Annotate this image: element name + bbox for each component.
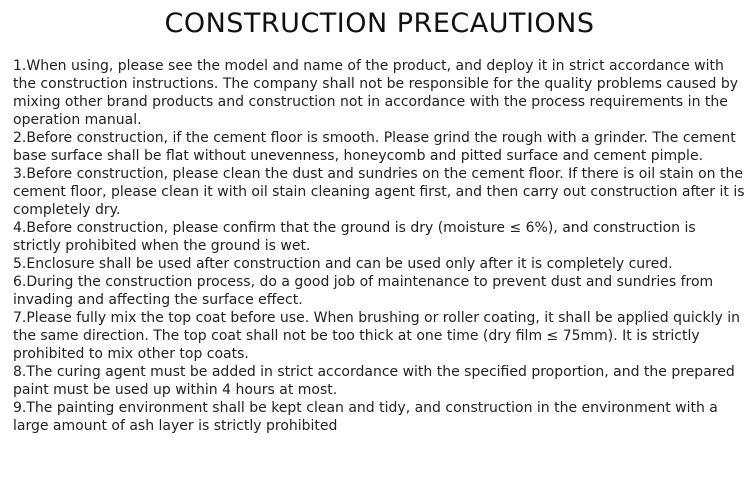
precaution-text: 8.The curing agent must be added in strict accordance with the specified proportion, and the prepared paint must be used up within 4 hours at most. — [13, 364, 735, 398]
precaution-text: 2.Before construction, if the cement floor is smooth. Please grind the rough with a grinder. The cement base surface shall be flat without unevenness, honeycomb and pitted surface and cement pimple. — [13, 130, 736, 164]
precaution-text: 5.Enclosure shall be used after construction and can be used only after it is completely cured. — [13, 256, 673, 272]
precaution-item-2 — [13, 129, 746, 165]
precaution-text: 4.Before construction, please confirm that the ground is dry (moisture ≤ 6%), and construction is strictly prohibited when the ground is wet. — [13, 220, 696, 254]
precaution-text: 1.When using, please see the model and name of the product, and deploy it in strict accordance with the construction instructions. The company shall not be responsible for the quality problems caused by mixing other brand products and construction not in accordance with the process requirements in the operation manual. — [13, 58, 738, 128]
precaution-item-8 — [13, 363, 746, 399]
precaution-item-5 — [13, 255, 746, 273]
precautions-list — [13, 57, 746, 435]
precaution-item-9 — [13, 399, 746, 435]
precaution-text: 6.During the construction process, do a good job of maintenance to prevent dust and sundries from invading and affecting the surface effect. — [13, 274, 714, 308]
precaution-text: 9.The painting environment shall be kept clean and tidy, and construction in the environment with a large amount of ash layer is strictly prohibited — [13, 400, 718, 434]
precaution-item-6 — [13, 273, 746, 309]
precaution-text: 3.Before construction, please clean the dust and sundries on the cement floor. If there is oil stain on the cement floor, please clean it with oil stain cleaning agent first, and then carry out construction after it is completely dry. — [13, 166, 745, 218]
precaution-text: 7.Please fully mix the top coat before use. When brushing or roller coating, it shall be applied quickly in the same direction. The top coat shall not be too thick at one time (dry film ≤ 75mm). It is strictly prohibited to mix other top coats. — [13, 310, 740, 362]
precaution-item-7 — [13, 309, 746, 363]
precaution-item-1 — [13, 57, 746, 129]
precaution-item-3 — [13, 165, 746, 219]
document-title: CONSTRUCTION PRECAUTIONS — [164, 8, 595, 39]
precaution-item-4 — [13, 219, 746, 255]
